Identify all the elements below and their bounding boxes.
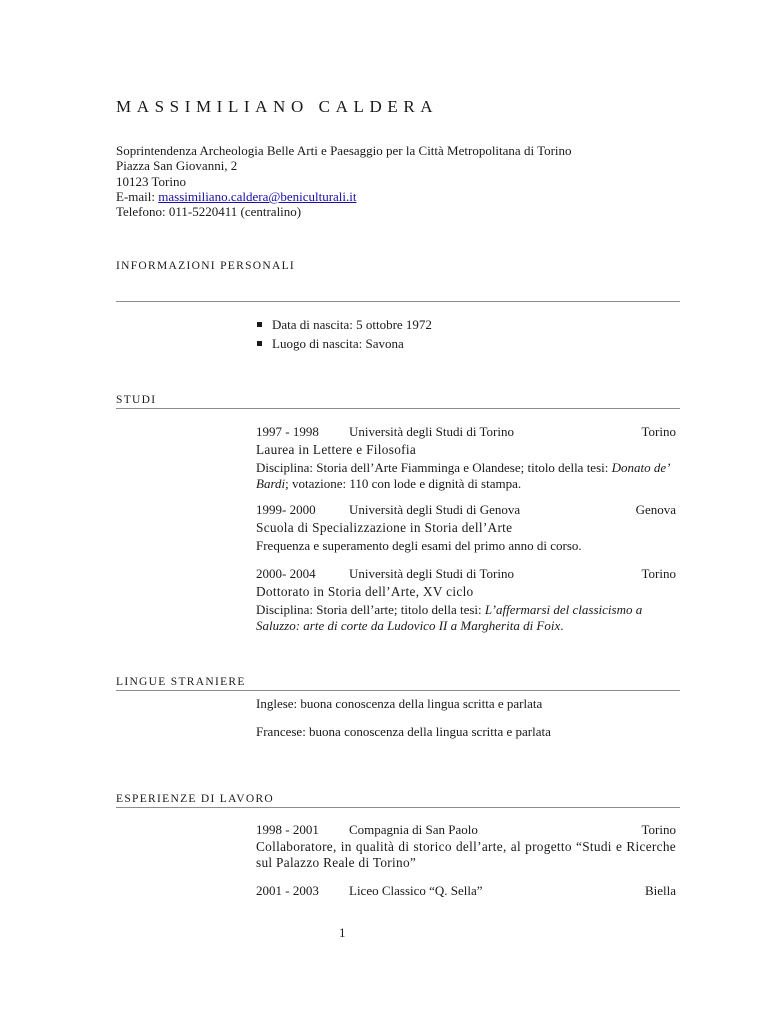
work-entry-2 [256,883,676,900]
contact-city: 10123 Torino [116,173,186,189]
section-title-studies: STUDI [116,394,157,406]
personal-list [256,315,432,353]
work-description: Collaboratore, in qualità di storico dell’arte, al progetto “Studi e Ricerche sul Palazzo Reale di Torino” [256,839,676,870]
cv-name: MASSIMILIANO CALDERA [116,97,439,116]
section-divider-personal [116,301,680,302]
desc-text: Disciplina: Storia dell’Arte Fiamminga e Olandese; titolo della tesi: [256,460,612,475]
study-city: Torino [641,424,676,439]
section-divider-studies [116,408,680,409]
study-dates: 1997 - 1998 [256,424,319,439]
work-entry-1 [256,822,676,871]
email-link[interactable]: massimiliano.caldera@beniculturali.it [158,188,357,204]
list-item-birthplace: Luogo di nascita: Savona [256,334,432,353]
study-entry-header [256,424,676,441]
contact-email-line [116,189,572,204]
study-entry-2 [256,502,676,554]
study-description [256,460,676,492]
contact-organization: Soprintendenza Archeologia Belle Arti e Paesaggio per la Città Metropolitana di Torino [116,143,572,158]
thesis-title: L’affermarsi del classicismo a Saluzzo: arte di corte da Ludovico II a Margherita di Foix [256,602,643,633]
work-entry-header [256,883,676,900]
contact-address: Piazza San Giovanni, 2 [116,158,238,174]
work-entry-header [256,822,676,839]
study-degree: Scuola di Specializzazione in Storia dell’Arte [256,520,513,535]
thesis-title: Donato de’ Bardi [256,460,670,491]
study-institution: Università degli Studi di Torino [349,566,514,581]
section-divider-work [116,807,680,808]
section-title-work: ESPERIENZE DI LAVORO [116,793,275,805]
list-item-birthdate: Data di nascita: 5 ottobre 1972 [256,315,432,334]
study-degree: Laurea in Lettere e Filosofia [256,442,417,457]
section-title-languages: LINGUE STRANIERE [116,676,246,688]
study-entry-1 [256,424,676,492]
study-dates: 2000- 2004 [256,566,316,581]
work-dates: 2001 - 2003 [256,883,319,898]
study-entry-header [256,566,676,583]
section-title-personal: INFORMAZIONI PERSONALI [116,260,296,272]
study-description: Frequenza e superamento degli esami del primo anno di corso. [256,538,582,553]
study-description [256,602,676,634]
section-divider-languages [116,690,680,691]
desc-text: Disciplina: Storia dell’arte; titolo della tesi: [256,602,485,617]
contact-block [116,143,572,219]
work-city: Biella [644,883,676,898]
study-dates: 1999- 2000 [256,502,316,517]
desc-text-end: . [560,618,564,633]
study-entry-3 [256,566,676,634]
desc-text-end: ; votazione: 110 con lode e dignità di stampa. [285,476,522,491]
language-english: Inglese: buona conoscenza della lingua scritta e parlata [256,696,543,711]
work-employer: Liceo Classico “Q. Sella” [349,883,483,898]
work-employer: Compagnia di San Paolo [349,822,478,837]
study-city: Genova [635,502,676,517]
contact-phone: Telefono: 011-5220411 (centralino) [116,204,302,220]
study-institution: Università degli Studi di Genova [349,502,521,517]
study-degree: Dottorato in Storia dell’Arte, XV ciclo [256,584,474,599]
study-institution: Università degli Studi di Torino [349,424,514,439]
language-french: Francese: buona conoscenza della lingua scritta e parlata [256,724,551,739]
study-entry-header [256,502,676,519]
study-city: Torino [641,566,676,581]
email-label: E-mail: [116,188,159,204]
page-number: 1 [339,925,346,940]
work-city: Torino [641,822,676,837]
work-dates: 1998 - 2001 [256,822,319,837]
